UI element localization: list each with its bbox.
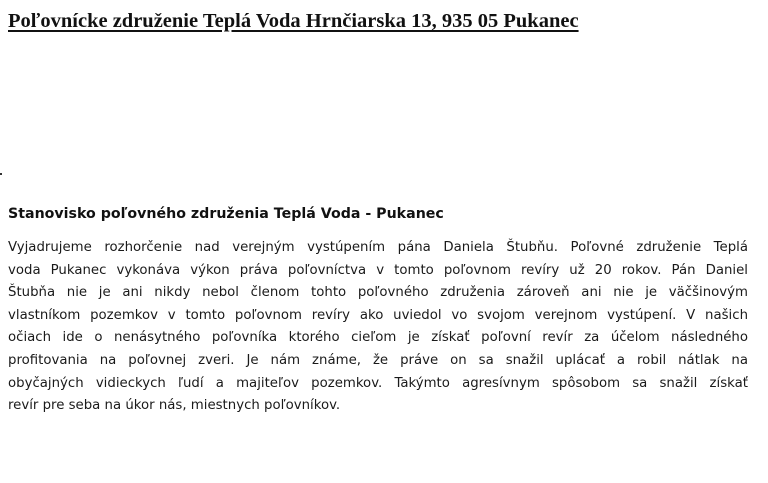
body-line: vlastníkom pozemkov v tomto poľovnom revíry ako uviedol vo svojom verejnom vystúpení. V našich <box>8 307 748 323</box>
body-line: voda Pukanec vykonáva výkon práva poľovníctva v tomto poľovnom revíry už 20 rokov. Pán Daniel <box>8 262 748 278</box>
body-line: Vyjadrujeme rozhorčenie nad verejným vystúpením pána Daniela Štubňu. Poľovné združenie Teplá <box>8 240 748 255</box>
body-line: revír pre seba na úkor nás, miestnych poľovníkov. <box>8 398 341 414</box>
body-line: očiach ide o nenásytného poľovníka ktorého cieľom je získať poľovní revír za účelom následného <box>8 330 748 346</box>
statement-body <box>8 237 748 418</box>
body-line: Štubňa nie je ani nikdy nebol členom tohto poľovného združenia zároveň ani nie je väčšinovým <box>8 285 748 301</box>
body-line: obyčajných vidieckych ľudí a majiteľov pozemkov. Takýmto agresívnym spôsobom sa snažil získať <box>8 375 748 391</box>
statement-title: Stanovisko poľovného združenia Teplá Voda - Pukanec <box>8 206 444 222</box>
scan-speck <box>0 173 2 175</box>
letterhead-address: Poľovnícke združenie Teplá Voda Hrnčiarska 13, 935 05 Pukanec <box>8 10 579 32</box>
body-line: profitovania na poľovnej zveri. Je nám známe, že práve on sa snažil uplácať a robil nátlak na <box>8 352 748 368</box>
